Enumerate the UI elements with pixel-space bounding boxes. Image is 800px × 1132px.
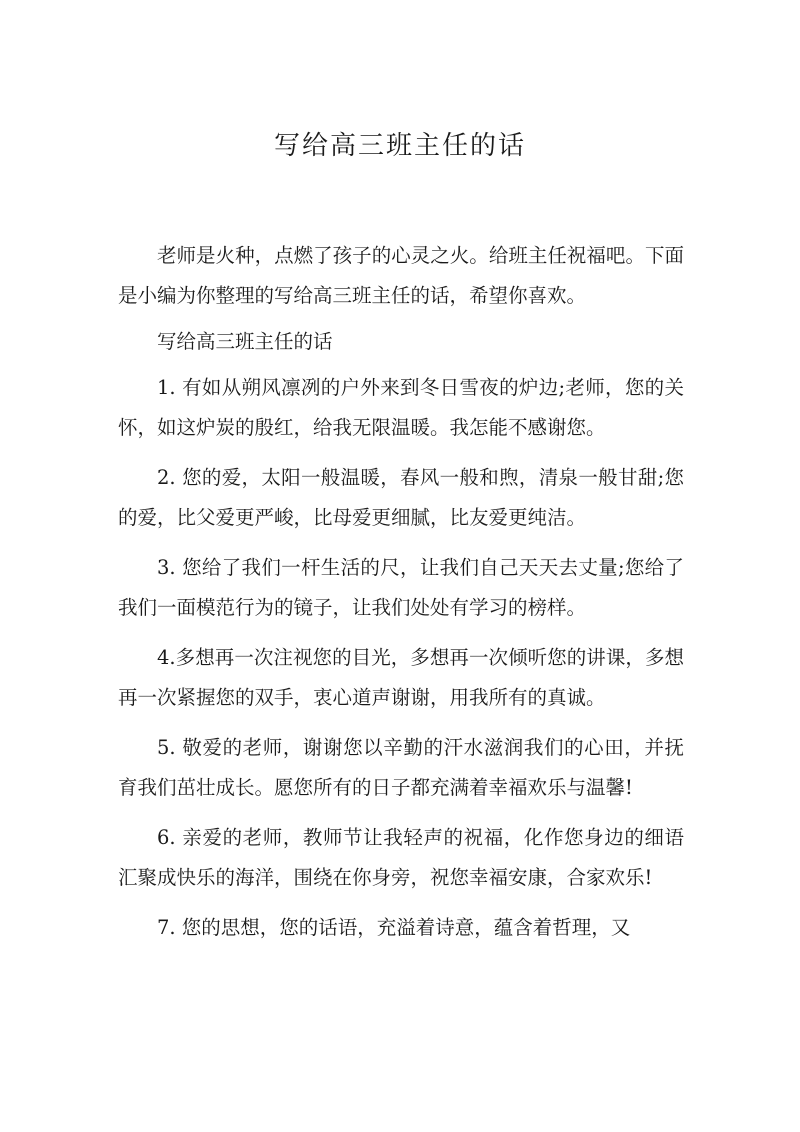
section-heading: 写给高三班主任的话 xyxy=(157,330,333,353)
intro-paragraph: 老师是火种，点燃了孩子的心灵之火。给班主任祝福吧。下面是小编为你整理的写给高三班主任的话，希望你喜欢。 xyxy=(118,244,684,307)
list-item-6: 6. 亲爱的老师，教师节让我轻声的祝福，化作您身边的细语汇聚成快乐的海洋，围绕在你身旁，祝您幸福安康，合家欢乐! xyxy=(118,826,684,889)
list-item-2: 2. 您的爱，太阳一般温暖，春风一般和煦，清泉一般甘甜;您的爱，比父爱更严峻，比母爱更细腻，比友爱更纯洁。 xyxy=(118,466,684,529)
list-item-3: 3. 您给了我们一杆生活的尺，让我们自己天天去丈量;您给了我们一面模范行为的镜子，让我们处处有学习的榜样。 xyxy=(118,556,684,619)
list-item-4: 4.多想再一次注视您的目光，多想再一次倾听您的讲课，多想再一次紧握您的双手，衷心道声谢谢，用我所有的真诚。 xyxy=(118,646,684,709)
list-item-1: 1. 有如从朔风凛冽的户外来到冬日雪夜的炉边;老师，您的关怀，如这炉炭的殷红，给我无限温暖。我怎能不感谢您。 xyxy=(118,376,684,439)
list-item-7: 7. 您的思想，您的话语，充溢着诗意，蕴含着哲理，又 xyxy=(157,916,631,939)
document-title: 写给高三班主任的话 xyxy=(273,131,526,161)
list-item-5: 5. 敬爱的老师，谢谢您以辛勤的汗水滋润我们的心田，并抚育我们茁壮成长。愿您所有的日子都充满着幸福欢乐与温馨! xyxy=(118,736,684,799)
document-body xyxy=(118,236,684,958)
